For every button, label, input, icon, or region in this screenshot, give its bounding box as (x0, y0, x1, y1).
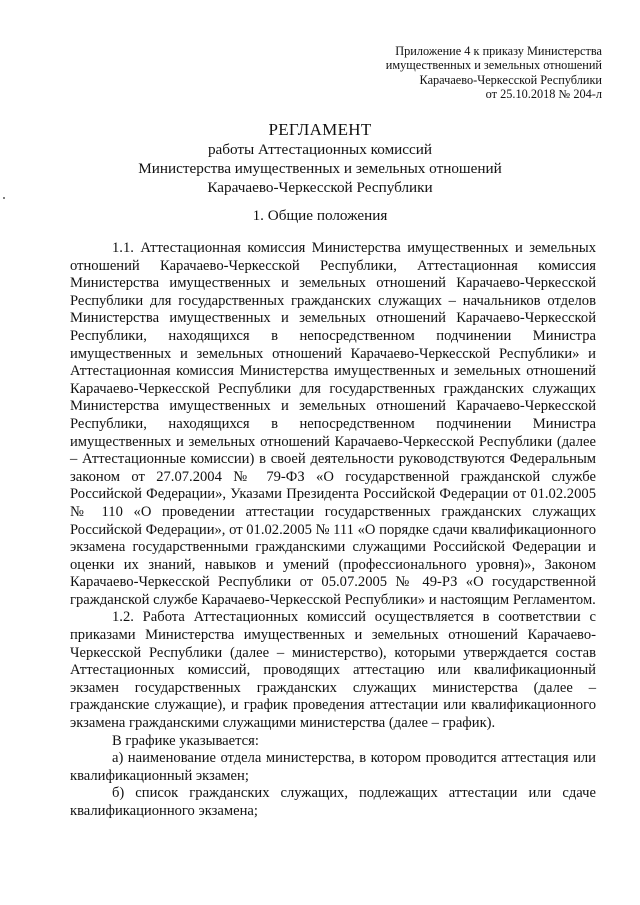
list-item-a: а) наименование отдела министерства, в котором проводится аттестация или квалификационный экзамен; (70, 750, 596, 784)
list-item-b: б) список гражданских служащих, подлежащих аттестации или сдаче квалификационного экзамена; (70, 785, 596, 819)
paragraph-1-2: 1.2. Работа Аттестационных комиссий осуществляется в соответствии с приказами Министерства имущественных и земельных отношений Карачаево-Черкесской Республики (далее – министерство), которыми утверждается состав Аттестационных комиссий, проводящих аттестацию или квалификационный экзамен государственных гражданских служащих министерства (далее – гражданские служащие), и график проведения аттестации или квалификационного экзамена гражданскими служащими министерства (далее – график). (70, 609, 596, 732)
appendix-note (352, 44, 602, 102)
document-subtitle-line: работы Аттестационных комиссий (207, 141, 433, 158)
document-subtitle-line: Карачаево-Черкесской Республики (207, 179, 433, 196)
document-subtitle-line: Министерства имущественных и земельных отношений (138, 160, 502, 177)
scan-artifact (3, 197, 5, 199)
appendix-line: от 25.10.2018 № 204-л (485, 87, 602, 102)
document-title-block (0, 120, 640, 197)
document-body (70, 240, 596, 821)
appendix-line: Приложение 4 к приказу Министерства (395, 44, 602, 58)
paragraph-1-1: 1.1. Аттестационная комиссия Министерства имущественных и земельных отношений Карачаево-Черкесской Республики, Аттестационная комиссия Министерства имущественных и земельных отношений Карачаево-Черкесской Республики для государственных гражданских служащих – начальников отделов Министерства имущественных и земельных отношений Карачаево-Черкесской Республики, находящихся в непосредственном подчинении Министра имущественных и земельных отношений Карачаево-Черкесской Республики» и Аттестационная комиссия Министерства имущественных и земельных отношений Карачаево-Черкесской Республики для государственных гражданских служащих Министерства имущественных и земельных отношений Карачаево-Черкесской Республики, находящихся в непосредственном подчинении Министра имущественных и земельных отношений Карачаево-Черкесской Республики (далее – Аттестационные комиссии) в своей деятельности руководствуются Федеральным законом от 27.07.2004 № 79-ФЗ «О государственной гражданской службе Российской Федерации», Указами Президента Российской Федерации от 01.02.2005 № 110 «О проведении аттестации государственных гражданских служащих Российской Федерации», от 01.02.2005 № 111 «О порядке сдачи квалификационного экзамена государственными гражданскими служащими Российской Федерации и оценки их знаний, навыков и умений (профессионального уровня)», Законом Карачаево-Черкесской Республики от 05.07.2005 № 49-РЗ «О государственной гражданской службе Карачаево-Черкесской Республики» и настоящим Регламентом. (70, 240, 596, 608)
schedule-intro: В графике указывается: (112, 732, 259, 749)
appendix-line: Карачаево-Черкесской Республики (419, 72, 602, 87)
document-title: РЕГЛАМЕНТ (268, 120, 372, 139)
section-heading: 1. Общие положения (252, 207, 388, 224)
appendix-line: имущественных и земельных отношений (385, 58, 602, 73)
